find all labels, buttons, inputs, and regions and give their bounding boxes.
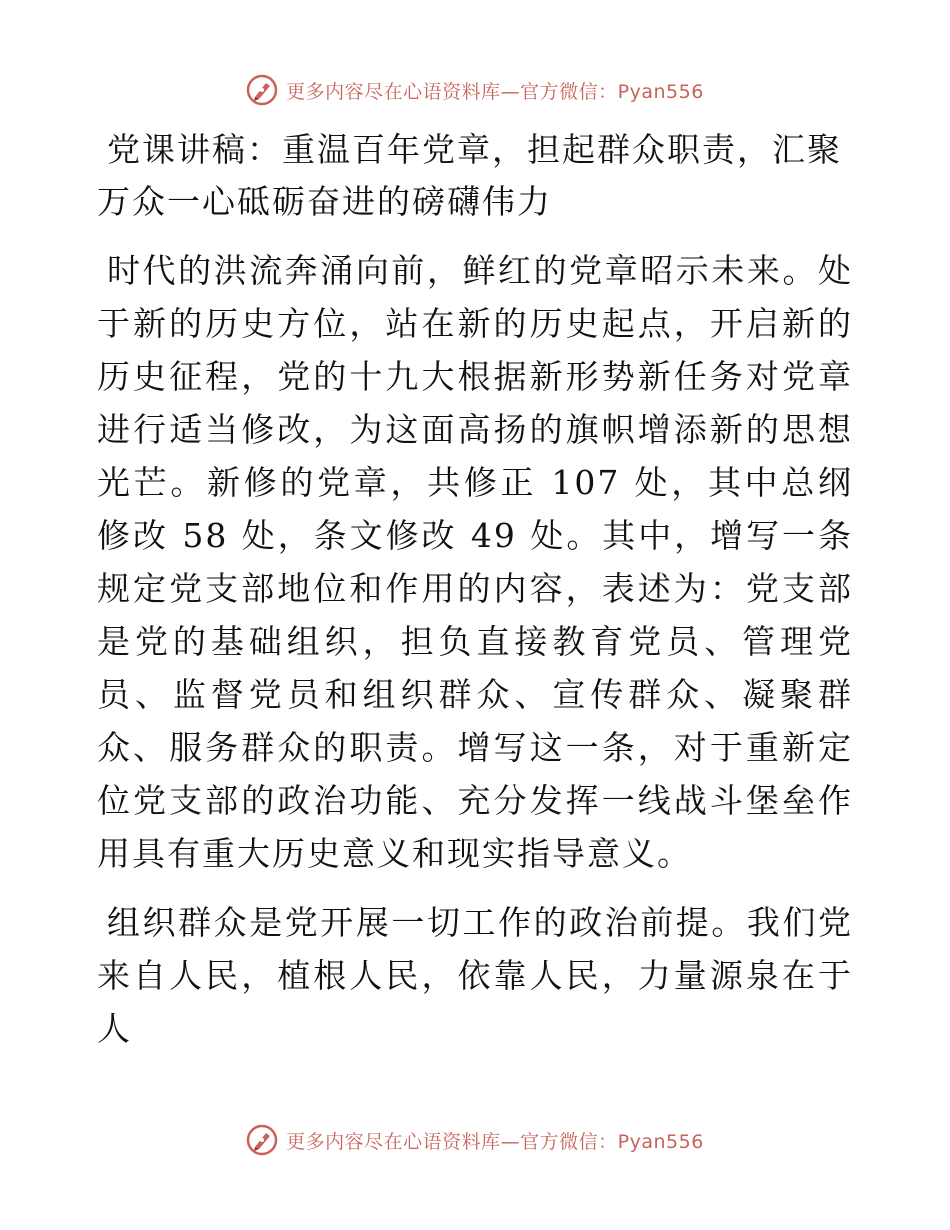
header-watermark [0, 70, 950, 110]
paragraph: 时代的洪流奔涌向前，鲜红的党章昭示未来。处于新的历史方位，站在新的历史起点，开启新的历史征程，党的十九大根据新形势新任务对党章进行适当修改，为这面高扬的旗帜增添新的思想光芒。新修的党章，共修正 107 处，其中总纲修改 58 处，条文修改 49 处。其中，增写一条规定党支部地位和作用的内容，表述为：党支部是党的基础组织，担负直接教育党员、管理党员、监督党员和组织群众、宣传群众、凝聚群众、服务群众的职责。增写这一条，对于重新定位党支部的政治功能、充分发挥一线战斗堡垒作用具有重大历史意义和现实指导意义。 [97, 251, 853, 873]
footer-watermark [0, 1120, 950, 1160]
watermark-text: 更多内容尽在心语资料库—官方微信：Pyan556 [286, 80, 704, 103]
pen-seal-logo-icon [246, 74, 278, 106]
watermark-text: 更多内容尽在心语资料库—官方微信：Pyan556 [286, 1130, 704, 1153]
document-body [97, 124, 853, 1071]
paragraph: 组织群众是党开展一切工作的政治前提。我们党来自人民，植根人民，依靠人民，力量源泉在于人 [97, 903, 853, 1048]
pen-seal-logo-icon [246, 1124, 278, 1156]
document-title: 党课讲稿：重温百年党章，担起群众职责，汇聚万众一心砥砺奋进的磅礴伟力 [97, 130, 842, 221]
